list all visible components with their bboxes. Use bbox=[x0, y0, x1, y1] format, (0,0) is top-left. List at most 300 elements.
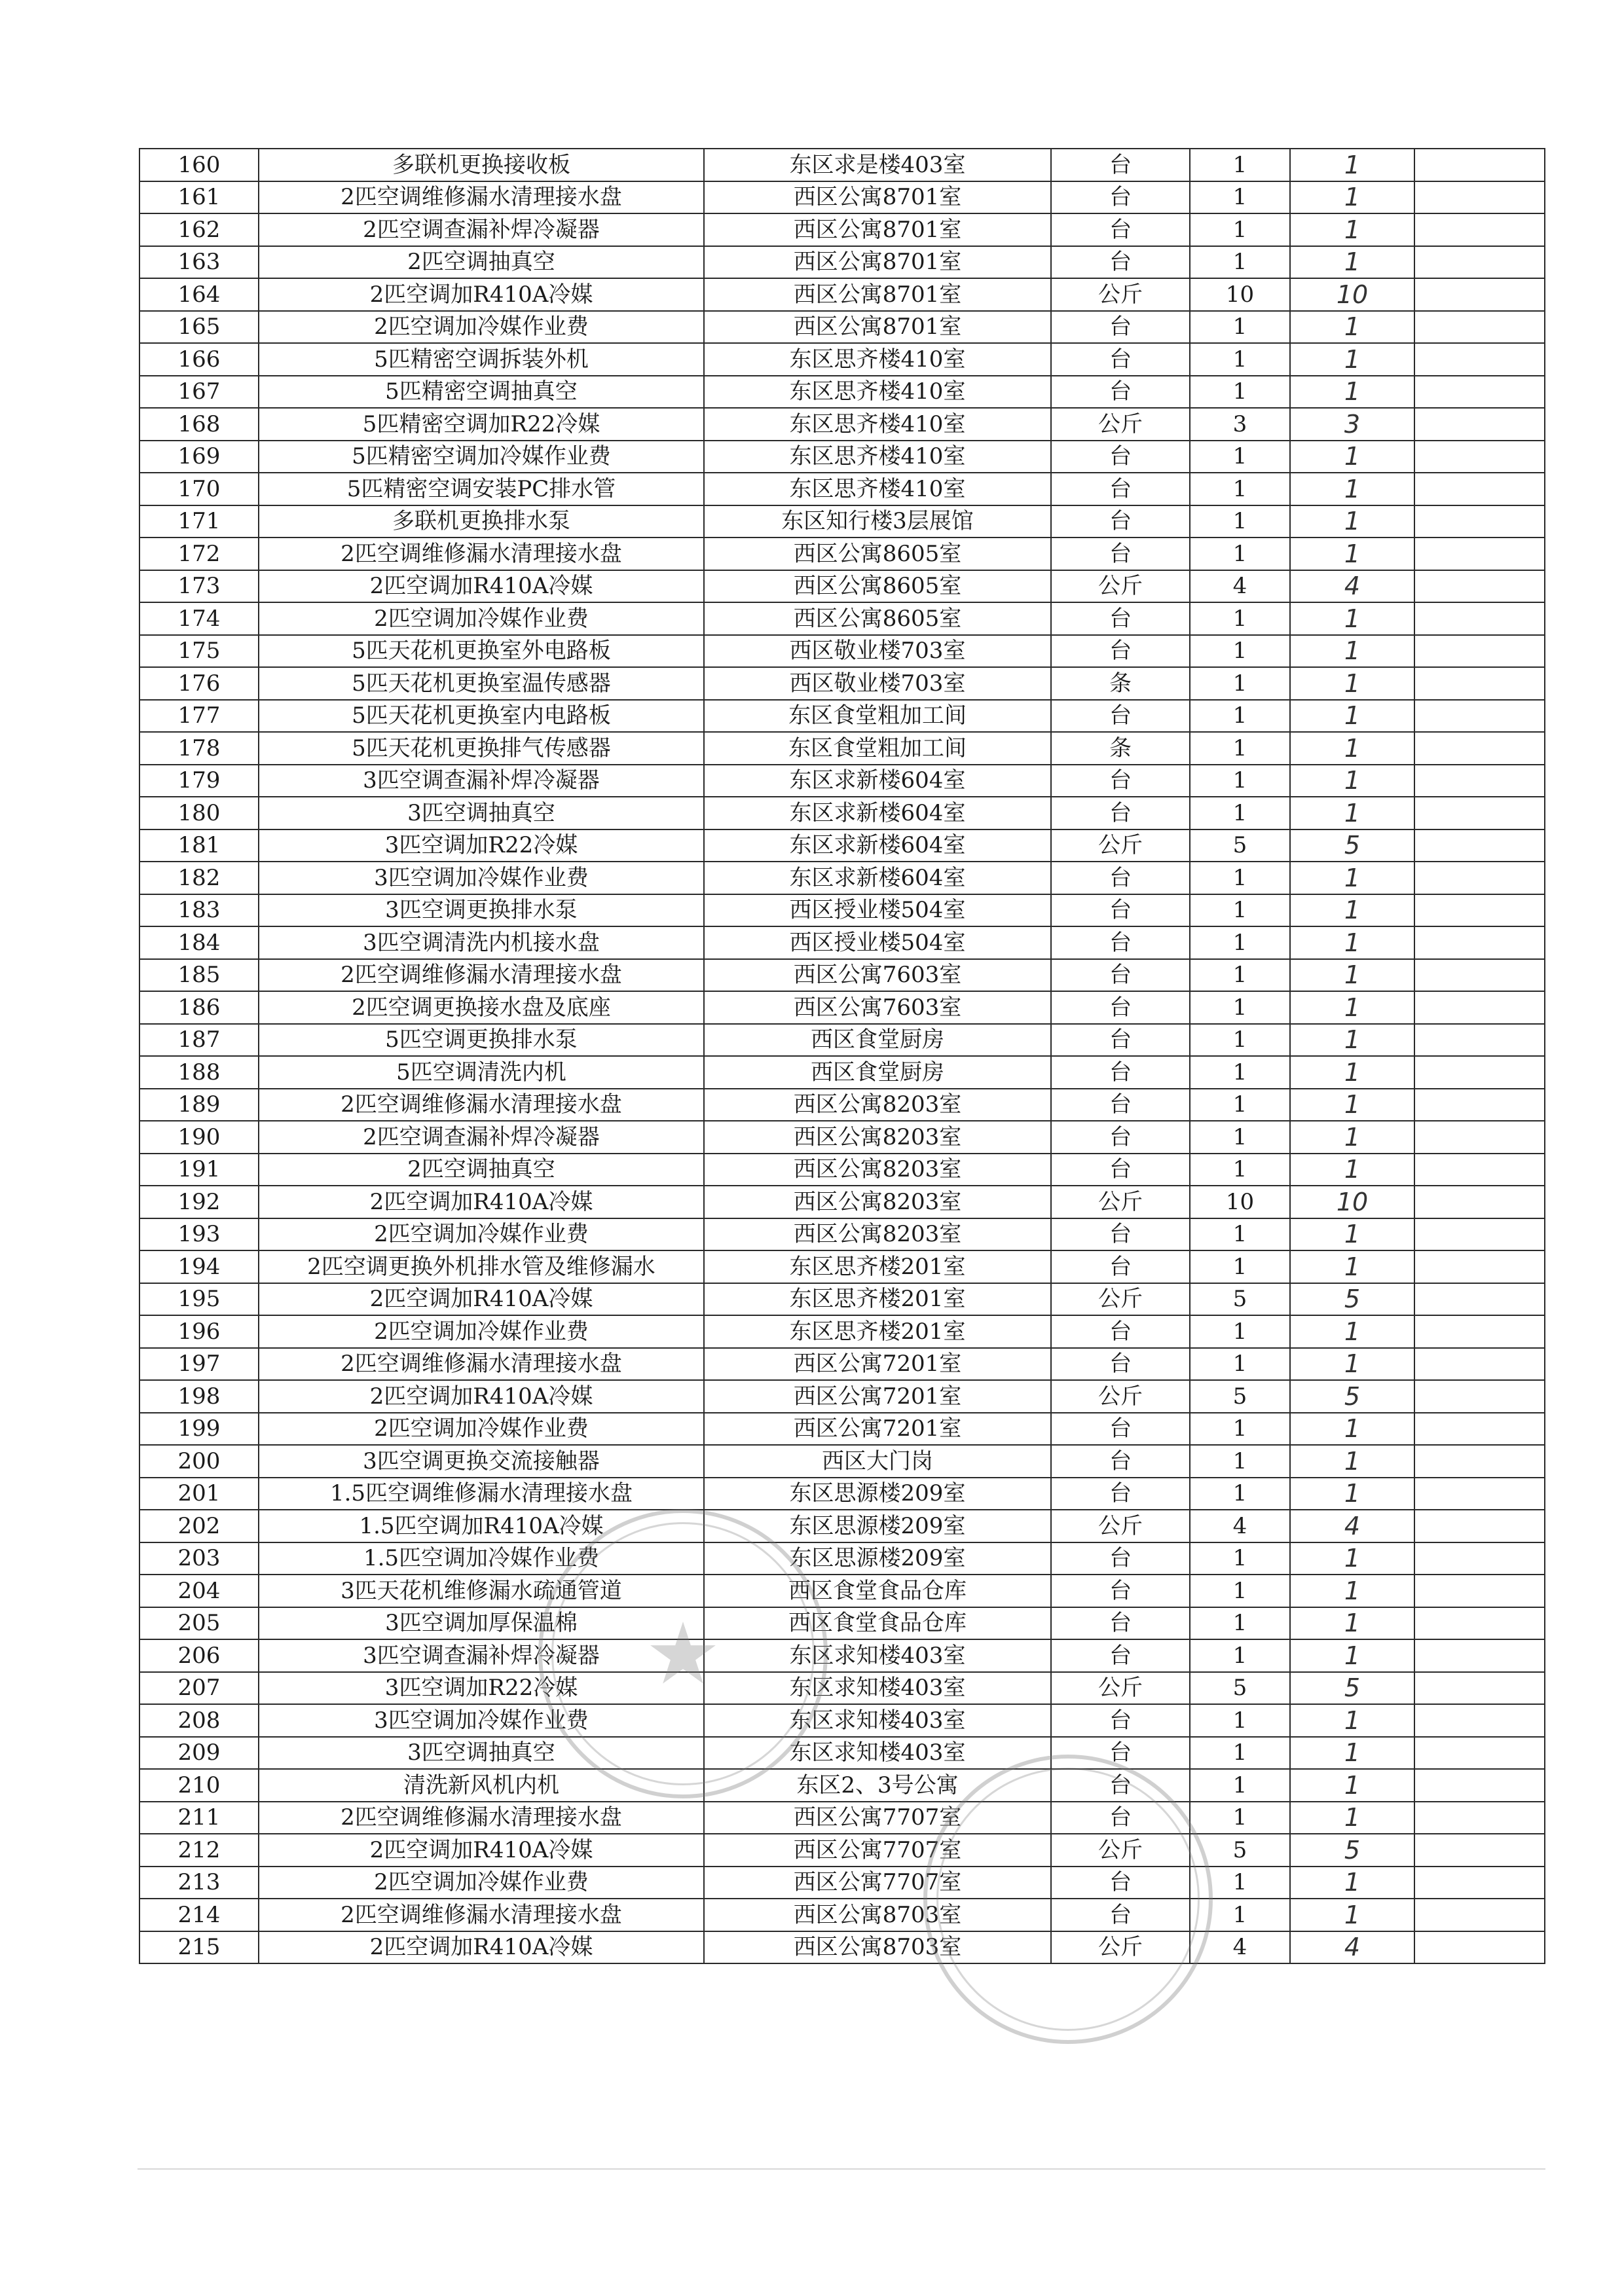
remarks bbox=[1414, 1737, 1545, 1770]
unit: 台 bbox=[1051, 1639, 1190, 1672]
row-number: 172 bbox=[139, 538, 259, 570]
table-row bbox=[139, 700, 1545, 733]
row-number: 197 bbox=[139, 1348, 259, 1381]
location: 东区思源楼209室 bbox=[704, 1510, 1051, 1542]
location: 东区食堂粗加工间 bbox=[704, 732, 1051, 765]
row-number: 200 bbox=[139, 1445, 259, 1478]
item-description: 清洗新风机内机 bbox=[259, 1769, 704, 1802]
table-row bbox=[139, 1737, 1545, 1770]
row-number: 209 bbox=[139, 1737, 259, 1770]
location: 东区思齐楼201室 bbox=[704, 1315, 1051, 1348]
table-row bbox=[139, 1348, 1545, 1381]
page-bottom-rule bbox=[138, 2168, 1545, 2170]
quantity: 1 bbox=[1190, 1250, 1290, 1283]
quantity: 1 bbox=[1190, 732, 1290, 765]
item-description: 3匹空调更换排水泵 bbox=[259, 894, 704, 927]
unit: 公斤 bbox=[1051, 1672, 1190, 1705]
table-row bbox=[139, 311, 1545, 344]
location: 东区求知楼403室 bbox=[704, 1704, 1051, 1737]
unit: 公斤 bbox=[1051, 278, 1190, 311]
row-number: 210 bbox=[139, 1769, 259, 1802]
table-row bbox=[139, 1056, 1545, 1089]
remarks bbox=[1414, 538, 1545, 570]
location: 东区求新楼604室 bbox=[704, 797, 1051, 829]
quantity: 1 bbox=[1190, 343, 1290, 376]
unit: 台 bbox=[1051, 1737, 1190, 1770]
row-number: 215 bbox=[139, 1931, 259, 1964]
location: 西区公寓7707室 bbox=[704, 1802, 1051, 1834]
quantity: 1 bbox=[1190, 959, 1290, 992]
checked-quantity: 4 bbox=[1290, 570, 1414, 603]
unit: 台 bbox=[1051, 765, 1190, 797]
item-description: 3匹天花机维修漏水疏通管道 bbox=[259, 1575, 704, 1607]
quantity: 1 bbox=[1190, 1121, 1290, 1154]
remarks bbox=[1414, 1769, 1545, 1802]
table-row bbox=[139, 1250, 1545, 1283]
remarks bbox=[1414, 213, 1545, 246]
quantity: 4 bbox=[1190, 1931, 1290, 1964]
quantity: 1 bbox=[1190, 1478, 1290, 1510]
remarks bbox=[1414, 765, 1545, 797]
checked-quantity: 1 bbox=[1290, 1445, 1414, 1478]
location: 西区公寓8701室 bbox=[704, 278, 1051, 311]
location: 东区思齐楼410室 bbox=[704, 343, 1051, 376]
remarks bbox=[1414, 1186, 1545, 1218]
table-row bbox=[139, 278, 1545, 311]
row-number: 205 bbox=[139, 1607, 259, 1640]
quantity: 4 bbox=[1190, 570, 1290, 603]
remarks bbox=[1414, 1445, 1545, 1478]
quantity: 1 bbox=[1190, 1024, 1290, 1057]
checked-quantity: 1 bbox=[1290, 149, 1414, 181]
remarks bbox=[1414, 1478, 1545, 1510]
row-number: 204 bbox=[139, 1575, 259, 1607]
checked-quantity: 1 bbox=[1290, 602, 1414, 635]
checked-quantity: 1 bbox=[1290, 1348, 1414, 1381]
item-description: 2匹空调维修漏水清理接水盘 bbox=[259, 1348, 704, 1381]
unit: 台 bbox=[1051, 1154, 1190, 1186]
row-number: 178 bbox=[139, 732, 259, 765]
quantity: 1 bbox=[1190, 667, 1290, 700]
row-number: 185 bbox=[139, 959, 259, 992]
remarks bbox=[1414, 602, 1545, 635]
location: 西区大门岗 bbox=[704, 1445, 1051, 1478]
checked-quantity: 1 bbox=[1290, 1154, 1414, 1186]
location: 西区公寓8703室 bbox=[704, 1931, 1051, 1964]
checked-quantity: 1 bbox=[1290, 473, 1414, 505]
table-row bbox=[139, 1639, 1545, 1672]
item-description: 多联机更换接收板 bbox=[259, 149, 704, 181]
location: 东区求是楼403室 bbox=[704, 149, 1051, 181]
item-description: 5匹精密空调加R22冷媒 bbox=[259, 408, 704, 441]
row-number: 170 bbox=[139, 473, 259, 505]
quantity: 3 bbox=[1190, 408, 1290, 441]
quantity: 1 bbox=[1190, 894, 1290, 927]
checked-quantity: 4 bbox=[1290, 1931, 1414, 1964]
table-row bbox=[139, 1089, 1545, 1121]
unit: 公斤 bbox=[1051, 1283, 1190, 1316]
unit: 台 bbox=[1051, 1769, 1190, 1802]
quantity: 1 bbox=[1190, 1802, 1290, 1834]
location: 东区思齐楼410室 bbox=[704, 408, 1051, 441]
table-row bbox=[139, 829, 1545, 862]
remarks bbox=[1414, 991, 1545, 1024]
table-row bbox=[139, 1834, 1545, 1867]
location: 西区公寓8701室 bbox=[704, 213, 1051, 246]
checked-quantity: 1 bbox=[1290, 213, 1414, 246]
table-row bbox=[139, 862, 1545, 894]
checked-quantity: 1 bbox=[1290, 376, 1414, 409]
unit: 台 bbox=[1051, 213, 1190, 246]
remarks bbox=[1414, 1413, 1545, 1446]
location: 东区思源楼209室 bbox=[704, 1478, 1051, 1510]
unit: 台 bbox=[1051, 797, 1190, 829]
item-description: 5匹天花机更换室温传感器 bbox=[259, 667, 704, 700]
quantity: 10 bbox=[1190, 1186, 1290, 1218]
item-description: 5匹空调更换排水泵 bbox=[259, 1024, 704, 1057]
checked-quantity: 1 bbox=[1290, 538, 1414, 570]
location: 西区食堂食品仓库 bbox=[704, 1575, 1051, 1607]
item-description: 2匹空调加R410A冷媒 bbox=[259, 1931, 704, 1964]
row-number: 199 bbox=[139, 1413, 259, 1446]
row-number: 180 bbox=[139, 797, 259, 829]
table-row bbox=[139, 732, 1545, 765]
row-number: 212 bbox=[139, 1834, 259, 1867]
unit: 台 bbox=[1051, 602, 1190, 635]
item-description: 1.5匹空调维修漏水清理接水盘 bbox=[259, 1478, 704, 1510]
item-description: 2匹空调加R410A冷媒 bbox=[259, 1380, 704, 1413]
location: 西区公寓8203室 bbox=[704, 1218, 1051, 1251]
remarks bbox=[1414, 1089, 1545, 1121]
quantity: 1 bbox=[1190, 1867, 1290, 1899]
checked-quantity: 1 bbox=[1290, 1867, 1414, 1899]
row-number: 193 bbox=[139, 1218, 259, 1251]
unit: 台 bbox=[1051, 1575, 1190, 1607]
location: 东区求知楼403室 bbox=[704, 1639, 1051, 1672]
item-description: 3匹空调加冷媒作业费 bbox=[259, 862, 704, 894]
checked-quantity: 1 bbox=[1290, 1802, 1414, 1834]
checked-quantity: 1 bbox=[1290, 1607, 1414, 1640]
checked-quantity: 1 bbox=[1290, 1478, 1414, 1510]
location: 西区公寓7201室 bbox=[704, 1380, 1051, 1413]
quantity: 1 bbox=[1190, 246, 1290, 279]
remarks bbox=[1414, 700, 1545, 733]
row-number: 207 bbox=[139, 1672, 259, 1705]
remarks bbox=[1414, 926, 1545, 959]
quantity: 1 bbox=[1190, 1056, 1290, 1089]
location: 西区食堂厨房 bbox=[704, 1056, 1051, 1089]
item-description: 3匹空调清洗内机接水盘 bbox=[259, 926, 704, 959]
item-description: 3匹空调抽真空 bbox=[259, 1737, 704, 1770]
location: 东区思齐楼410室 bbox=[704, 441, 1051, 473]
item-description: 3匹空调加冷媒作业费 bbox=[259, 1704, 704, 1737]
quantity: 1 bbox=[1190, 1607, 1290, 1640]
checked-quantity: 5 bbox=[1290, 1672, 1414, 1705]
quantity: 1 bbox=[1190, 991, 1290, 1024]
row-number: 188 bbox=[139, 1056, 259, 1089]
item-description: 3匹空调抽真空 bbox=[259, 797, 704, 829]
unit: 台 bbox=[1051, 1704, 1190, 1737]
location: 东区2、3号公寓 bbox=[704, 1769, 1051, 1802]
location: 西区授业楼504室 bbox=[704, 926, 1051, 959]
row-number: 187 bbox=[139, 1024, 259, 1057]
table-row bbox=[139, 1218, 1545, 1251]
row-number: 163 bbox=[139, 246, 259, 279]
item-description: 2匹空调加R410A冷媒 bbox=[259, 1834, 704, 1867]
location: 东区思齐楼201室 bbox=[704, 1250, 1051, 1283]
checked-quantity: 1 bbox=[1290, 959, 1414, 992]
checked-quantity: 1 bbox=[1290, 1639, 1414, 1672]
row-number: 191 bbox=[139, 1154, 259, 1186]
checked-quantity: 1 bbox=[1290, 343, 1414, 376]
table-row bbox=[139, 505, 1545, 538]
row-number: 165 bbox=[139, 311, 259, 344]
checked-quantity: 1 bbox=[1290, 700, 1414, 733]
unit: 台 bbox=[1051, 246, 1190, 279]
table-row bbox=[139, 1413, 1545, 1446]
item-description: 2匹空调更换接水盘及底座 bbox=[259, 991, 704, 1024]
item-description: 2匹空调维修漏水清理接水盘 bbox=[259, 1089, 704, 1121]
checked-quantity: 1 bbox=[1290, 1899, 1414, 1931]
remarks bbox=[1414, 1639, 1545, 1672]
unit: 台 bbox=[1051, 1607, 1190, 1640]
checked-quantity: 1 bbox=[1290, 181, 1414, 214]
checked-quantity: 1 bbox=[1290, 441, 1414, 473]
row-number: 175 bbox=[139, 635, 259, 668]
checked-quantity: 1 bbox=[1290, 311, 1414, 344]
remarks bbox=[1414, 1250, 1545, 1283]
item-description: 2匹空调维修漏水清理接水盘 bbox=[259, 959, 704, 992]
checked-quantity: 1 bbox=[1290, 862, 1414, 894]
table-row bbox=[139, 1607, 1545, 1640]
location: 西区敬业楼703室 bbox=[704, 667, 1051, 700]
location: 东区求新楼604室 bbox=[704, 765, 1051, 797]
quantity: 1 bbox=[1190, 1704, 1290, 1737]
unit: 台 bbox=[1051, 1802, 1190, 1834]
checked-quantity: 1 bbox=[1290, 991, 1414, 1024]
quantity: 5 bbox=[1190, 1283, 1290, 1316]
remarks bbox=[1414, 862, 1545, 894]
unit: 台 bbox=[1051, 505, 1190, 538]
item-description: 2匹空调抽真空 bbox=[259, 1154, 704, 1186]
unit: 台 bbox=[1051, 1542, 1190, 1575]
row-number: 176 bbox=[139, 667, 259, 700]
table-row bbox=[139, 246, 1545, 279]
quantity: 1 bbox=[1190, 1737, 1290, 1770]
unit: 台 bbox=[1051, 376, 1190, 409]
table-row bbox=[139, 765, 1545, 797]
table-row bbox=[139, 1445, 1545, 1478]
unit: 公斤 bbox=[1051, 1510, 1190, 1542]
checked-quantity: 1 bbox=[1290, 1704, 1414, 1737]
row-number: 182 bbox=[139, 862, 259, 894]
location: 东区知行楼3层展馆 bbox=[704, 505, 1051, 538]
quantity: 1 bbox=[1190, 1413, 1290, 1446]
table-row bbox=[139, 1802, 1545, 1834]
item-description: 2匹空调加R410A冷媒 bbox=[259, 278, 704, 311]
table-row bbox=[139, 1154, 1545, 1186]
unit: 台 bbox=[1051, 991, 1190, 1024]
item-description: 3匹空调加R22冷媒 bbox=[259, 829, 704, 862]
table-row bbox=[139, 1510, 1545, 1542]
table-row bbox=[139, 1769, 1545, 1802]
row-number: 211 bbox=[139, 1802, 259, 1834]
item-description: 3匹空调加R22冷媒 bbox=[259, 1672, 704, 1705]
unit: 台 bbox=[1051, 1089, 1190, 1121]
unit: 台 bbox=[1051, 181, 1190, 214]
unit: 台 bbox=[1051, 1413, 1190, 1446]
checked-quantity: 1 bbox=[1290, 635, 1414, 668]
location: 西区敬业楼703室 bbox=[704, 635, 1051, 668]
item-description: 2匹空调查漏补焊冷凝器 bbox=[259, 213, 704, 246]
unit: 台 bbox=[1051, 635, 1190, 668]
remarks bbox=[1414, 278, 1545, 311]
unit: 台 bbox=[1051, 311, 1190, 344]
table-row bbox=[139, 1542, 1545, 1575]
quantity: 1 bbox=[1190, 700, 1290, 733]
quantity: 1 bbox=[1190, 1089, 1290, 1121]
checked-quantity: 1 bbox=[1290, 1542, 1414, 1575]
item-description: 2匹空调加冷媒作业费 bbox=[259, 1413, 704, 1446]
unit: 台 bbox=[1051, 1121, 1190, 1154]
unit: 条 bbox=[1051, 732, 1190, 765]
checked-quantity: 1 bbox=[1290, 765, 1414, 797]
unit: 台 bbox=[1051, 1315, 1190, 1348]
row-number: 201 bbox=[139, 1478, 259, 1510]
quantity: 1 bbox=[1190, 1218, 1290, 1251]
checked-quantity: 1 bbox=[1290, 1121, 1414, 1154]
official-seal-left: ★ bbox=[538, 1509, 828, 1798]
row-number: 190 bbox=[139, 1121, 259, 1154]
table-row bbox=[139, 1672, 1545, 1705]
checked-quantity: 10 bbox=[1290, 1186, 1414, 1218]
checked-quantity: 5 bbox=[1290, 1283, 1414, 1316]
table-row bbox=[139, 376, 1545, 409]
remarks bbox=[1414, 635, 1545, 668]
row-number: 198 bbox=[139, 1380, 259, 1413]
item-description: 2匹空调加冷媒作业费 bbox=[259, 1867, 704, 1899]
remarks bbox=[1414, 441, 1545, 473]
row-number: 169 bbox=[139, 441, 259, 473]
location: 东区食堂粗加工间 bbox=[704, 700, 1051, 733]
table-row bbox=[139, 149, 1545, 181]
unit: 台 bbox=[1051, 1250, 1190, 1283]
location: 西区公寓8701室 bbox=[704, 181, 1051, 214]
unit: 台 bbox=[1051, 149, 1190, 181]
checked-quantity: 1 bbox=[1290, 667, 1414, 700]
row-number: 166 bbox=[139, 343, 259, 376]
unit: 台 bbox=[1051, 1445, 1190, 1478]
unit: 台 bbox=[1051, 894, 1190, 927]
table-row bbox=[139, 797, 1545, 829]
quantity: 5 bbox=[1190, 1380, 1290, 1413]
remarks bbox=[1414, 1607, 1545, 1640]
remarks bbox=[1414, 732, 1545, 765]
item-description: 3匹空调加厚保温棉 bbox=[259, 1607, 704, 1640]
row-number: 164 bbox=[139, 278, 259, 311]
remarks bbox=[1414, 1672, 1545, 1705]
remarks bbox=[1414, 1542, 1545, 1575]
unit: 台 bbox=[1051, 538, 1190, 570]
row-number: 173 bbox=[139, 570, 259, 603]
item-description: 2匹空调维修漏水清理接水盘 bbox=[259, 181, 704, 214]
remarks bbox=[1414, 1899, 1545, 1931]
item-description: 3匹空调查漏补焊冷凝器 bbox=[259, 1639, 704, 1672]
table-row bbox=[139, 1283, 1545, 1316]
table-row bbox=[139, 181, 1545, 214]
table-row bbox=[139, 602, 1545, 635]
quantity: 5 bbox=[1190, 829, 1290, 862]
table-row bbox=[139, 1380, 1545, 1413]
quantity: 1 bbox=[1190, 1154, 1290, 1186]
unit: 台 bbox=[1051, 441, 1190, 473]
row-number: 184 bbox=[139, 926, 259, 959]
item-description: 5匹空调清洗内机 bbox=[259, 1056, 704, 1089]
item-description: 2匹空调加冷媒作业费 bbox=[259, 602, 704, 635]
remarks bbox=[1414, 311, 1545, 344]
item-description: 2匹空调加R410A冷媒 bbox=[259, 1186, 704, 1218]
item-description: 2匹空调加冷媒作业费 bbox=[259, 1315, 704, 1348]
table-row bbox=[139, 1899, 1545, 1931]
unit: 公斤 bbox=[1051, 1834, 1190, 1867]
quantity: 5 bbox=[1190, 1672, 1290, 1705]
location: 东区求知楼403室 bbox=[704, 1672, 1051, 1705]
table-row bbox=[139, 959, 1545, 992]
item-description: 1.5匹空调加R410A冷媒 bbox=[259, 1510, 704, 1542]
quantity: 1 bbox=[1190, 505, 1290, 538]
quantity: 1 bbox=[1190, 797, 1290, 829]
remarks bbox=[1414, 1510, 1545, 1542]
checked-quantity: 3 bbox=[1290, 408, 1414, 441]
unit: 公斤 bbox=[1051, 829, 1190, 862]
quantity: 1 bbox=[1190, 862, 1290, 894]
item-description: 3匹空调查漏补焊冷凝器 bbox=[259, 765, 704, 797]
table-row bbox=[139, 635, 1545, 668]
location: 西区公寓8703室 bbox=[704, 1899, 1051, 1931]
location: 西区公寓7603室 bbox=[704, 959, 1051, 992]
row-number: 161 bbox=[139, 181, 259, 214]
quantity: 1 bbox=[1190, 1769, 1290, 1802]
item-description: 2匹空调加R410A冷媒 bbox=[259, 1283, 704, 1316]
row-number: 160 bbox=[139, 149, 259, 181]
remarks bbox=[1414, 149, 1545, 181]
table-row bbox=[139, 343, 1545, 376]
item-description: 5匹精密空调安装PC排水管 bbox=[259, 473, 704, 505]
row-number: 171 bbox=[139, 505, 259, 538]
unit: 公斤 bbox=[1051, 570, 1190, 603]
location: 西区公寓8605室 bbox=[704, 538, 1051, 570]
item-description: 5匹天花机更换排气传感器 bbox=[259, 732, 704, 765]
table-row bbox=[139, 473, 1545, 505]
remarks bbox=[1414, 1283, 1545, 1316]
remarks bbox=[1414, 570, 1545, 603]
unit: 台 bbox=[1051, 473, 1190, 505]
row-number: 203 bbox=[139, 1542, 259, 1575]
location: 东区思齐楼201室 bbox=[704, 1283, 1051, 1316]
checked-quantity: 1 bbox=[1290, 1769, 1414, 1802]
row-number: 194 bbox=[139, 1250, 259, 1283]
remarks bbox=[1414, 1931, 1545, 1964]
table-row bbox=[139, 1315, 1545, 1348]
item-description: 1.5匹空调加冷媒作业费 bbox=[259, 1542, 704, 1575]
remarks bbox=[1414, 1218, 1545, 1251]
row-number: 208 bbox=[139, 1704, 259, 1737]
location: 西区公寓8605室 bbox=[704, 570, 1051, 603]
item-description: 多联机更换排水泵 bbox=[259, 505, 704, 538]
row-number: 181 bbox=[139, 829, 259, 862]
unit: 台 bbox=[1051, 862, 1190, 894]
unit: 台 bbox=[1051, 926, 1190, 959]
